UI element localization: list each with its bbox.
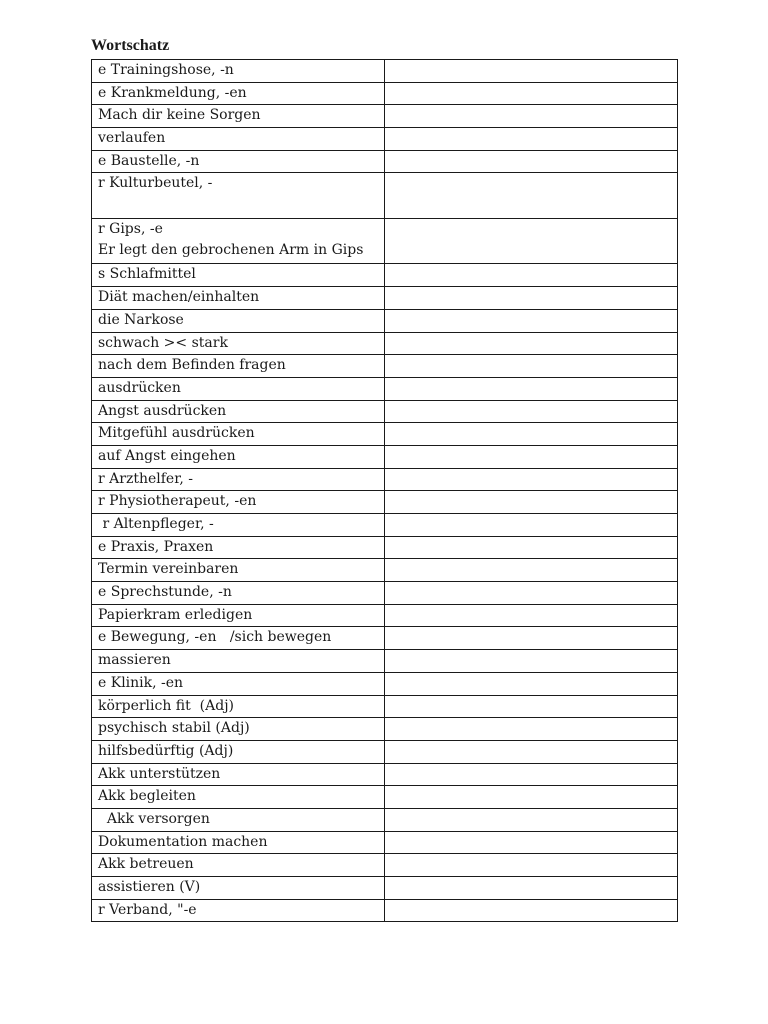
term-cell: hilfsbedürftig (Adj): [92, 740, 385, 763]
term-cell: r Arzthelfer, -: [92, 468, 385, 491]
term-cell: verlaufen: [92, 128, 385, 151]
table-row: [92, 60, 678, 83]
term-cell: psychisch stabil (Adj): [92, 718, 385, 741]
translation-cell: [385, 105, 678, 128]
table-row: [92, 808, 678, 831]
translation-cell: [385, 695, 678, 718]
vocabulary-page: [91, 36, 678, 922]
table-row: [92, 423, 678, 446]
table-row: [92, 514, 678, 537]
table-row: [92, 650, 678, 673]
table-row: [92, 491, 678, 514]
table-row: [92, 536, 678, 559]
table-row: [92, 559, 678, 582]
term-cell: ausdrücken: [92, 377, 385, 400]
vocabulary-table-body: [92, 60, 678, 922]
translation-cell: [385, 740, 678, 763]
table-row: [92, 604, 678, 627]
translation-cell: [385, 672, 678, 695]
table-row: [92, 218, 678, 264]
translation-cell: [385, 218, 678, 264]
translation-cell: [385, 899, 678, 922]
term-cell: e Bewegung, -en /sich bewegen: [92, 627, 385, 650]
term-cell: s Schlafmittel: [92, 264, 385, 287]
term-cell: schwach >< stark: [92, 332, 385, 355]
table-row: [92, 740, 678, 763]
term-cell: nach dem Befinden fragen: [92, 355, 385, 378]
table-row: [92, 763, 678, 786]
table-row: [92, 105, 678, 128]
translation-cell: [385, 309, 678, 332]
term-cell: r Kulturbeutel, -: [92, 173, 385, 219]
translation-cell: [385, 718, 678, 741]
table-row: [92, 355, 678, 378]
table-row: [92, 877, 678, 900]
translation-cell: [385, 627, 678, 650]
translation-cell: [385, 287, 678, 310]
term-cell: Papierkram erledigen: [92, 604, 385, 627]
term-cell: Akk betreuen: [92, 854, 385, 877]
vocabulary-table: [91, 59, 678, 922]
translation-cell: [385, 582, 678, 605]
translation-cell: [385, 400, 678, 423]
table-row: [92, 468, 678, 491]
translation-cell: [385, 468, 678, 491]
term-cell: Diät machen/einhalten: [92, 287, 385, 310]
term-cell: Termin vereinbaren: [92, 559, 385, 582]
translation-cell: [385, 763, 678, 786]
term-cell: die Narkose: [92, 309, 385, 332]
table-row: [92, 718, 678, 741]
translation-cell: [385, 831, 678, 854]
term-cell: e Sprechstunde, -n: [92, 582, 385, 605]
translation-cell: [385, 877, 678, 900]
table-row: [92, 377, 678, 400]
translation-cell: [385, 264, 678, 287]
translation-cell: [385, 854, 678, 877]
translation-cell: [385, 559, 678, 582]
term-cell: e Praxis, Praxen: [92, 536, 385, 559]
translation-cell: [385, 355, 678, 378]
translation-cell: [385, 536, 678, 559]
table-row: [92, 264, 678, 287]
table-row: [92, 445, 678, 468]
term-cell: körperlich fit (Adj): [92, 695, 385, 718]
table-row: [92, 400, 678, 423]
term-cell: Mach dir keine Sorgen: [92, 105, 385, 128]
table-row: [92, 627, 678, 650]
table-row: [92, 150, 678, 173]
page-title: Wortschatz: [91, 37, 170, 54]
translation-cell: [385, 604, 678, 627]
term-cell: assistieren (V): [92, 877, 385, 900]
term-cell: auf Angst eingehen: [92, 445, 385, 468]
translation-cell: [385, 377, 678, 400]
translation-cell: [385, 514, 678, 537]
translation-cell: [385, 445, 678, 468]
table-row: [92, 582, 678, 605]
term-cell: Angst ausdrücken: [92, 400, 385, 423]
table-row: [92, 332, 678, 355]
table-row: [92, 786, 678, 809]
table-row: [92, 899, 678, 922]
term-cell: e Krankmeldung, -en: [92, 82, 385, 105]
translation-cell: [385, 60, 678, 83]
term-cell: Akk begleiten: [92, 786, 385, 809]
term-cell: r Physiotherapeut, -en: [92, 491, 385, 514]
table-row: [92, 82, 678, 105]
term-cell: r Altenpfleger, -: [92, 514, 385, 537]
term-cell: e Klinik, -en: [92, 672, 385, 695]
translation-cell: [385, 173, 678, 219]
translation-cell: [385, 423, 678, 446]
term-cell: r Verband, "-e: [92, 899, 385, 922]
table-row: [92, 128, 678, 151]
translation-cell: [385, 332, 678, 355]
translation-cell: [385, 128, 678, 151]
table-row: [92, 173, 678, 219]
term-cell: e Baustelle, -n: [92, 150, 385, 173]
translation-cell: [385, 650, 678, 673]
term-cell: e Trainingshose, -n: [92, 60, 385, 83]
table-row: [92, 831, 678, 854]
table-row: [92, 309, 678, 332]
translation-cell: [385, 82, 678, 105]
table-row: [92, 695, 678, 718]
term-cell: Mitgefühl ausdrücken: [92, 423, 385, 446]
table-row: [92, 672, 678, 695]
translation-cell: [385, 491, 678, 514]
term-cell: massieren: [92, 650, 385, 673]
table-row: [92, 854, 678, 877]
term-cell: Akk versorgen: [92, 808, 385, 831]
term-cell: r Gips, -e Er legt den gebrochenen Arm in Gips: [92, 218, 385, 264]
term-cell: Dokumentation machen: [92, 831, 385, 854]
translation-cell: [385, 786, 678, 809]
term-cell: Akk unterstützen: [92, 763, 385, 786]
table-row: [92, 287, 678, 310]
translation-cell: [385, 150, 678, 173]
translation-cell: [385, 808, 678, 831]
